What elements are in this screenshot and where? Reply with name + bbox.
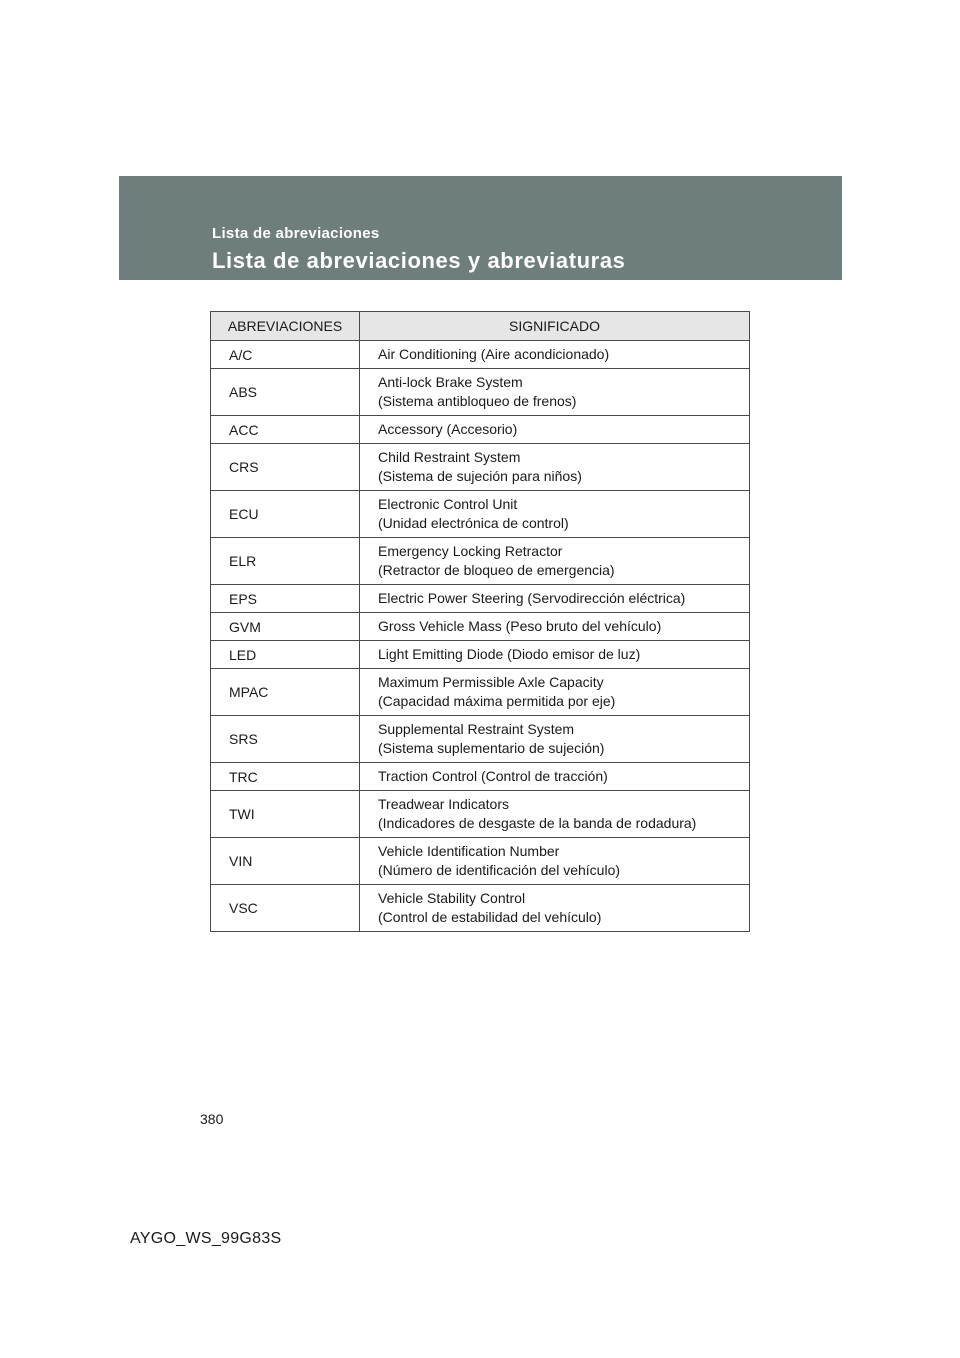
meaning-line: Gross Vehicle Mass (Peso bruto del vehículo) bbox=[378, 618, 662, 634]
meaning-cell bbox=[360, 416, 750, 444]
abbreviation-cell: TRC bbox=[211, 763, 360, 791]
meaning-cell bbox=[360, 613, 750, 641]
table-row bbox=[211, 763, 750, 791]
abbreviation-cell: LED bbox=[211, 641, 360, 669]
table-body bbox=[211, 341, 750, 932]
abbreviation-cell: TWI bbox=[211, 791, 360, 838]
table-row bbox=[211, 716, 750, 763]
meaning-line: Treadwear Indicators bbox=[378, 796, 509, 812]
table-row bbox=[211, 838, 750, 885]
column-header-abbreviations: ABREVIACIONES bbox=[211, 312, 360, 341]
meaning-line: Traction Control (Control de tracción) bbox=[378, 768, 608, 784]
meaning-cell bbox=[360, 369, 750, 416]
meaning-cell bbox=[360, 791, 750, 838]
meaning-cell bbox=[360, 444, 750, 491]
meaning-cell bbox=[360, 641, 750, 669]
meaning-cell bbox=[360, 585, 750, 613]
meaning-line: Light Emitting Diode (Diodo emisor de luz) bbox=[378, 646, 641, 662]
meaning-line: (Retractor de bloqueo de emergencia) bbox=[378, 562, 615, 578]
meaning-line: (Sistema antibloqueo de frenos) bbox=[378, 393, 577, 409]
page-number: 380 bbox=[200, 1111, 224, 1127]
abbreviations-table bbox=[210, 311, 750, 932]
table-row bbox=[211, 538, 750, 585]
meaning-line: Maximum Permissible Axle Capacity bbox=[378, 674, 604, 690]
table-row bbox=[211, 369, 750, 416]
meaning-line: Supplemental Restraint System bbox=[378, 721, 575, 737]
meaning-line: (Sistema suplementario de sujeción) bbox=[378, 740, 605, 756]
document-code: AYGO_WS_99G83S bbox=[130, 1230, 282, 1247]
section-label: Lista de abreviaciones bbox=[212, 225, 380, 242]
meaning-cell bbox=[360, 838, 750, 885]
table-row bbox=[211, 791, 750, 838]
abbreviation-cell: GVM bbox=[211, 613, 360, 641]
meaning-line: Accessory (Accesorio) bbox=[378, 421, 518, 437]
meaning-line: Air Conditioning (Aire acondicionado) bbox=[378, 346, 610, 362]
meaning-line: Electric Power Steering (Servodirección eléctrica) bbox=[378, 590, 686, 606]
abbreviation-cell: ECU bbox=[211, 491, 360, 538]
meaning-cell bbox=[360, 885, 750, 932]
meaning-line: (Unidad electrónica de control) bbox=[378, 515, 569, 531]
meaning-line: (Sistema de sujeción para niños) bbox=[378, 468, 582, 484]
table-header-row bbox=[211, 312, 750, 341]
meaning-line: Vehicle Stability Control bbox=[378, 890, 526, 906]
meaning-line: (Indicadores de desgaste de la banda de rodadura) bbox=[378, 815, 697, 831]
table-row bbox=[211, 491, 750, 538]
meaning-cell bbox=[360, 669, 750, 716]
table-row bbox=[211, 669, 750, 716]
table-row bbox=[211, 885, 750, 932]
abbreviation-cell: MPAC bbox=[211, 669, 360, 716]
meaning-line: Electronic Control Unit bbox=[378, 496, 518, 512]
abbreviation-cell: VIN bbox=[211, 838, 360, 885]
abbreviation-cell: ACC bbox=[211, 416, 360, 444]
header-band bbox=[119, 176, 842, 280]
meaning-line: (Control de estabilidad del vehículo) bbox=[378, 909, 602, 925]
abbreviation-cell: VSC bbox=[211, 885, 360, 932]
abbreviation-cell: EPS bbox=[211, 585, 360, 613]
meaning-cell bbox=[360, 491, 750, 538]
meaning-line: Vehicle Identification Number bbox=[378, 843, 560, 859]
table-row bbox=[211, 641, 750, 669]
abbreviation-cell: ELR bbox=[211, 538, 360, 585]
table-row bbox=[211, 416, 750, 444]
abbreviation-cell: SRS bbox=[211, 716, 360, 763]
meaning-line: (Capacidad máxima permitida por eje) bbox=[378, 693, 616, 709]
meaning-cell bbox=[360, 341, 750, 369]
meaning-line: Anti-lock Brake System bbox=[378, 374, 523, 390]
meaning-line: (Número de identificación del vehículo) bbox=[378, 862, 621, 878]
meaning-line: Emergency Locking Retractor bbox=[378, 543, 563, 559]
abbreviation-cell: CRS bbox=[211, 444, 360, 491]
table-row bbox=[211, 613, 750, 641]
meaning-cell bbox=[360, 716, 750, 763]
meaning-cell bbox=[360, 763, 750, 791]
table-row bbox=[211, 585, 750, 613]
table-row bbox=[211, 444, 750, 491]
abbreviation-cell: ABS bbox=[211, 369, 360, 416]
abbreviation-cell: A/C bbox=[211, 341, 360, 369]
meaning-cell bbox=[360, 538, 750, 585]
page-title: Lista de abreviaciones y abreviaturas bbox=[212, 248, 626, 273]
column-header-meaning: SIGNIFICADO bbox=[360, 312, 750, 341]
meaning-line: Child Restraint System bbox=[378, 449, 521, 465]
table-row bbox=[211, 341, 750, 369]
